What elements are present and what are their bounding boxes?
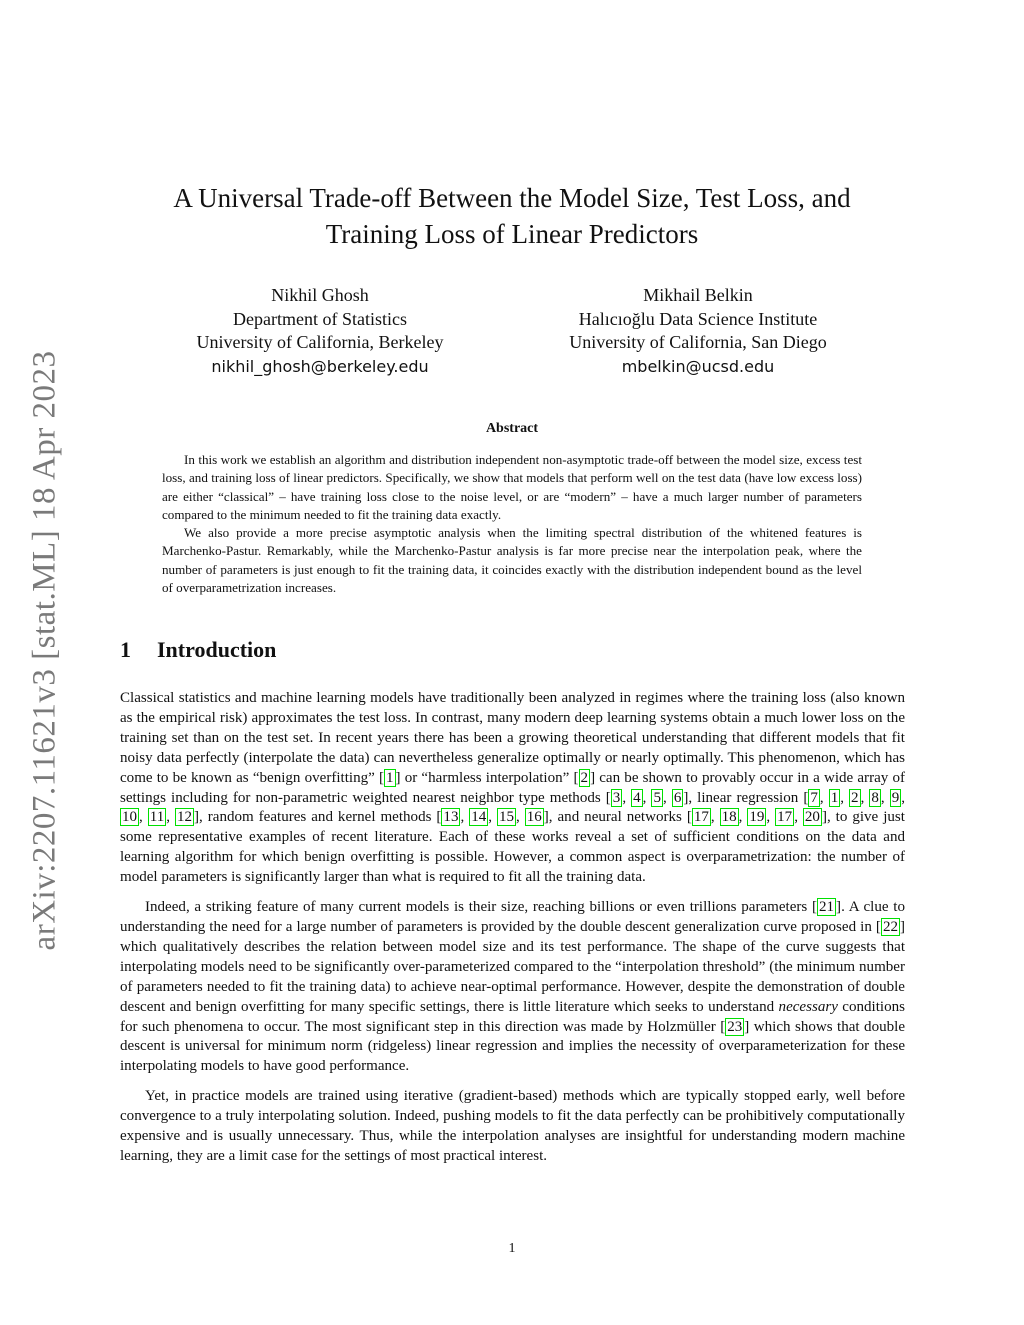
title-line-2: Training Loss of Linear Predictors xyxy=(325,219,699,249)
abstract-heading: Abstract xyxy=(485,421,539,436)
author-affiliation: University of California, Berkeley xyxy=(196,332,444,352)
citation-link[interactable]: 4 xyxy=(633,789,641,806)
citation-link[interactable]: 1 xyxy=(386,769,394,786)
intro-paragraph-1: Classical statistics and machine learning models have traditionally been analyzed in regimes where the training loss (also known as the empirical risk) approximates the test loss. In contrast, many modern deep learning systems obtain a much lower loss on the training set than on the test set. In recent years there has been a growing theoretical understanding that different models that fit noisy data perfectly (interpolate the data) can nevertheless generalize optimally or nearly optimally. This phenomenon, which has come to be known as “benign overfitting” [ 1 ] or “harmless interpolation” [ 2 ] can be shown to provably occur in a wide array of settings including for non-parametric weighted nearest neighbor type methods [ 3 , 4 , 5 , 6 ], linear regression [ 7 , 1 , 2 , 8 , 9 , 10 , 11 , 12 ], random features and kernel methods [ 13 , 14 , 15 , 16 ], and neural networks [ 17 , 18 , 19 , 17 , 20 ], to give just some representative examples of recent literature. Each of these works reveal a set of sufficient conditions on the data and learning algorithm for which benign overfitting is possible. However, a common aspect is overparametrization: the number of model parameters is significantly larger than what is required to fit all the training data. xyxy=(120,690,906,886)
arxiv-stamp-text: arXiv:2207.11621v3 [stat.ML] 18 Apr 2023 xyxy=(26,350,63,950)
citation-link[interactable]: 13 xyxy=(443,809,459,826)
title-line-1: A Universal Trade-off Between the Model Size, Test Loss, and xyxy=(173,183,851,213)
citation-link[interactable]: 21 xyxy=(819,899,835,916)
intro-body xyxy=(120,689,905,1177)
citation-link[interactable]: 23 xyxy=(727,1018,743,1035)
author-name: Nikhil Ghosh xyxy=(271,285,369,305)
citation-link[interactable]: 9 xyxy=(891,789,900,806)
intro-paragraph-3: Yet, in practice models are trained using iterative (gradient-based) methods which are typically stopped early, well before convergence to a truly interpolating solution. Indeed, pushing models to fit the data perfectly can be prohibitively computationally expensive and is usually unnecessary. Thus, while the interpolation analyses are insightful for understanding modern machine learning, they are a limit case for the settings of most practical interest. xyxy=(120,1088,905,1164)
citation-link[interactable]: 5 xyxy=(653,789,661,806)
abstract-paragraph: We also provide a more precise asymptotic analysis when the limiting spectral distribution of the whitened features is Marchenko-Pastur. Remarkably, while the Marchenko-Pastur analysis is far more precise near the interpolation peak, where the number of parameters is just enough to fit the training data, it coincides exactly with the distribution independent bound as the level of overparametrization increases. xyxy=(162,525,862,596)
citation-link[interactable]: 20 xyxy=(804,809,820,826)
author-dept: Halıcıoğlu Data Science Institute xyxy=(578,308,818,329)
intro-paragraph-2: Indeed, a striking feature of many current models is their size, reaching billions or even trillions parameters [ 21 ]. A clue to understanding the need for a large number of parameters is provided by the double descent generalization curve proposed in [ 22 ] which qualitatively describes the relation between model size and its test performance. The shape of the curve suggests that interpolating models need to be significantly over-parameterized compared to the “interpolation threshold” (the minimum number of parameters needed to fit the training data) to achieve near-optimal performance. However, despite the demonstration of double descent and benign overfitting for many specific settings, there is little literature which seeks to understand necessary conditions for such phenomena to occur. The most significant step in this direction was made by Holzmüller [ 23 ] which shows that double descent is universal for minimum norm (ridgeless) linear regression and implies the necessity of overparameterization for these interpolating models to have good performance. xyxy=(120,899,905,1075)
citation-link[interactable]: 14 xyxy=(471,809,487,826)
citation-link[interactable]: 19 xyxy=(749,809,765,826)
citation-link[interactable]: 2 xyxy=(580,769,589,786)
citation-link[interactable]: 11 xyxy=(149,809,165,826)
abstract-paragraph: In this work we establish an algorithm and distribution independent non-asymptotic trade-off between the model size, excess test loss, and training loss of linear predictors. Specifically, we show that models that perform well on the test data (have low excess loss) are either “classical” – have training loss close to the noise level, or are “modern” – have a much larger number of parameters compared to the minimum needed to fit the training data exactly. xyxy=(162,452,862,522)
citation-link[interactable]: 18 xyxy=(721,809,737,826)
section-title: Introduction xyxy=(157,637,277,662)
citation-link[interactable]: 1 xyxy=(830,789,839,806)
author-name: Mikhail Belkin xyxy=(643,285,753,305)
page-number: 1 xyxy=(508,1241,516,1256)
citation-link[interactable]: 8 xyxy=(871,789,879,806)
citation-link[interactable]: 3 xyxy=(612,789,621,806)
arxiv-stamp xyxy=(15,347,75,953)
citation-link[interactable]: 17 xyxy=(777,809,793,826)
citation-link[interactable]: 15 xyxy=(498,809,514,826)
author-block-1 xyxy=(170,284,470,378)
citation-link[interactable]: 12 xyxy=(176,809,193,826)
abstract-body xyxy=(162,451,862,597)
citation-link[interactable]: 22 xyxy=(882,918,898,935)
citation-link[interactable]: 10 xyxy=(122,809,138,826)
author-email[interactable]: mbelkin@ucsd.edu xyxy=(621,356,775,376)
author-email[interactable]: nikhil_ghosh@berkeley.edu xyxy=(211,356,429,376)
citation-link[interactable]: 2 xyxy=(851,789,859,806)
citation-link[interactable]: 17 xyxy=(693,809,709,826)
citation-link[interactable]: 7 xyxy=(810,789,818,806)
author-dept: Department of Statistics xyxy=(233,308,407,329)
author-affiliation: University of California, San Diego xyxy=(569,332,827,352)
author-block-2 xyxy=(548,284,848,378)
section-heading xyxy=(120,637,276,663)
paper-title xyxy=(120,180,904,252)
citation-link[interactable]: 6 xyxy=(673,789,682,806)
citation-link[interactable]: 16 xyxy=(526,809,542,826)
section-number: 1 xyxy=(120,637,131,662)
